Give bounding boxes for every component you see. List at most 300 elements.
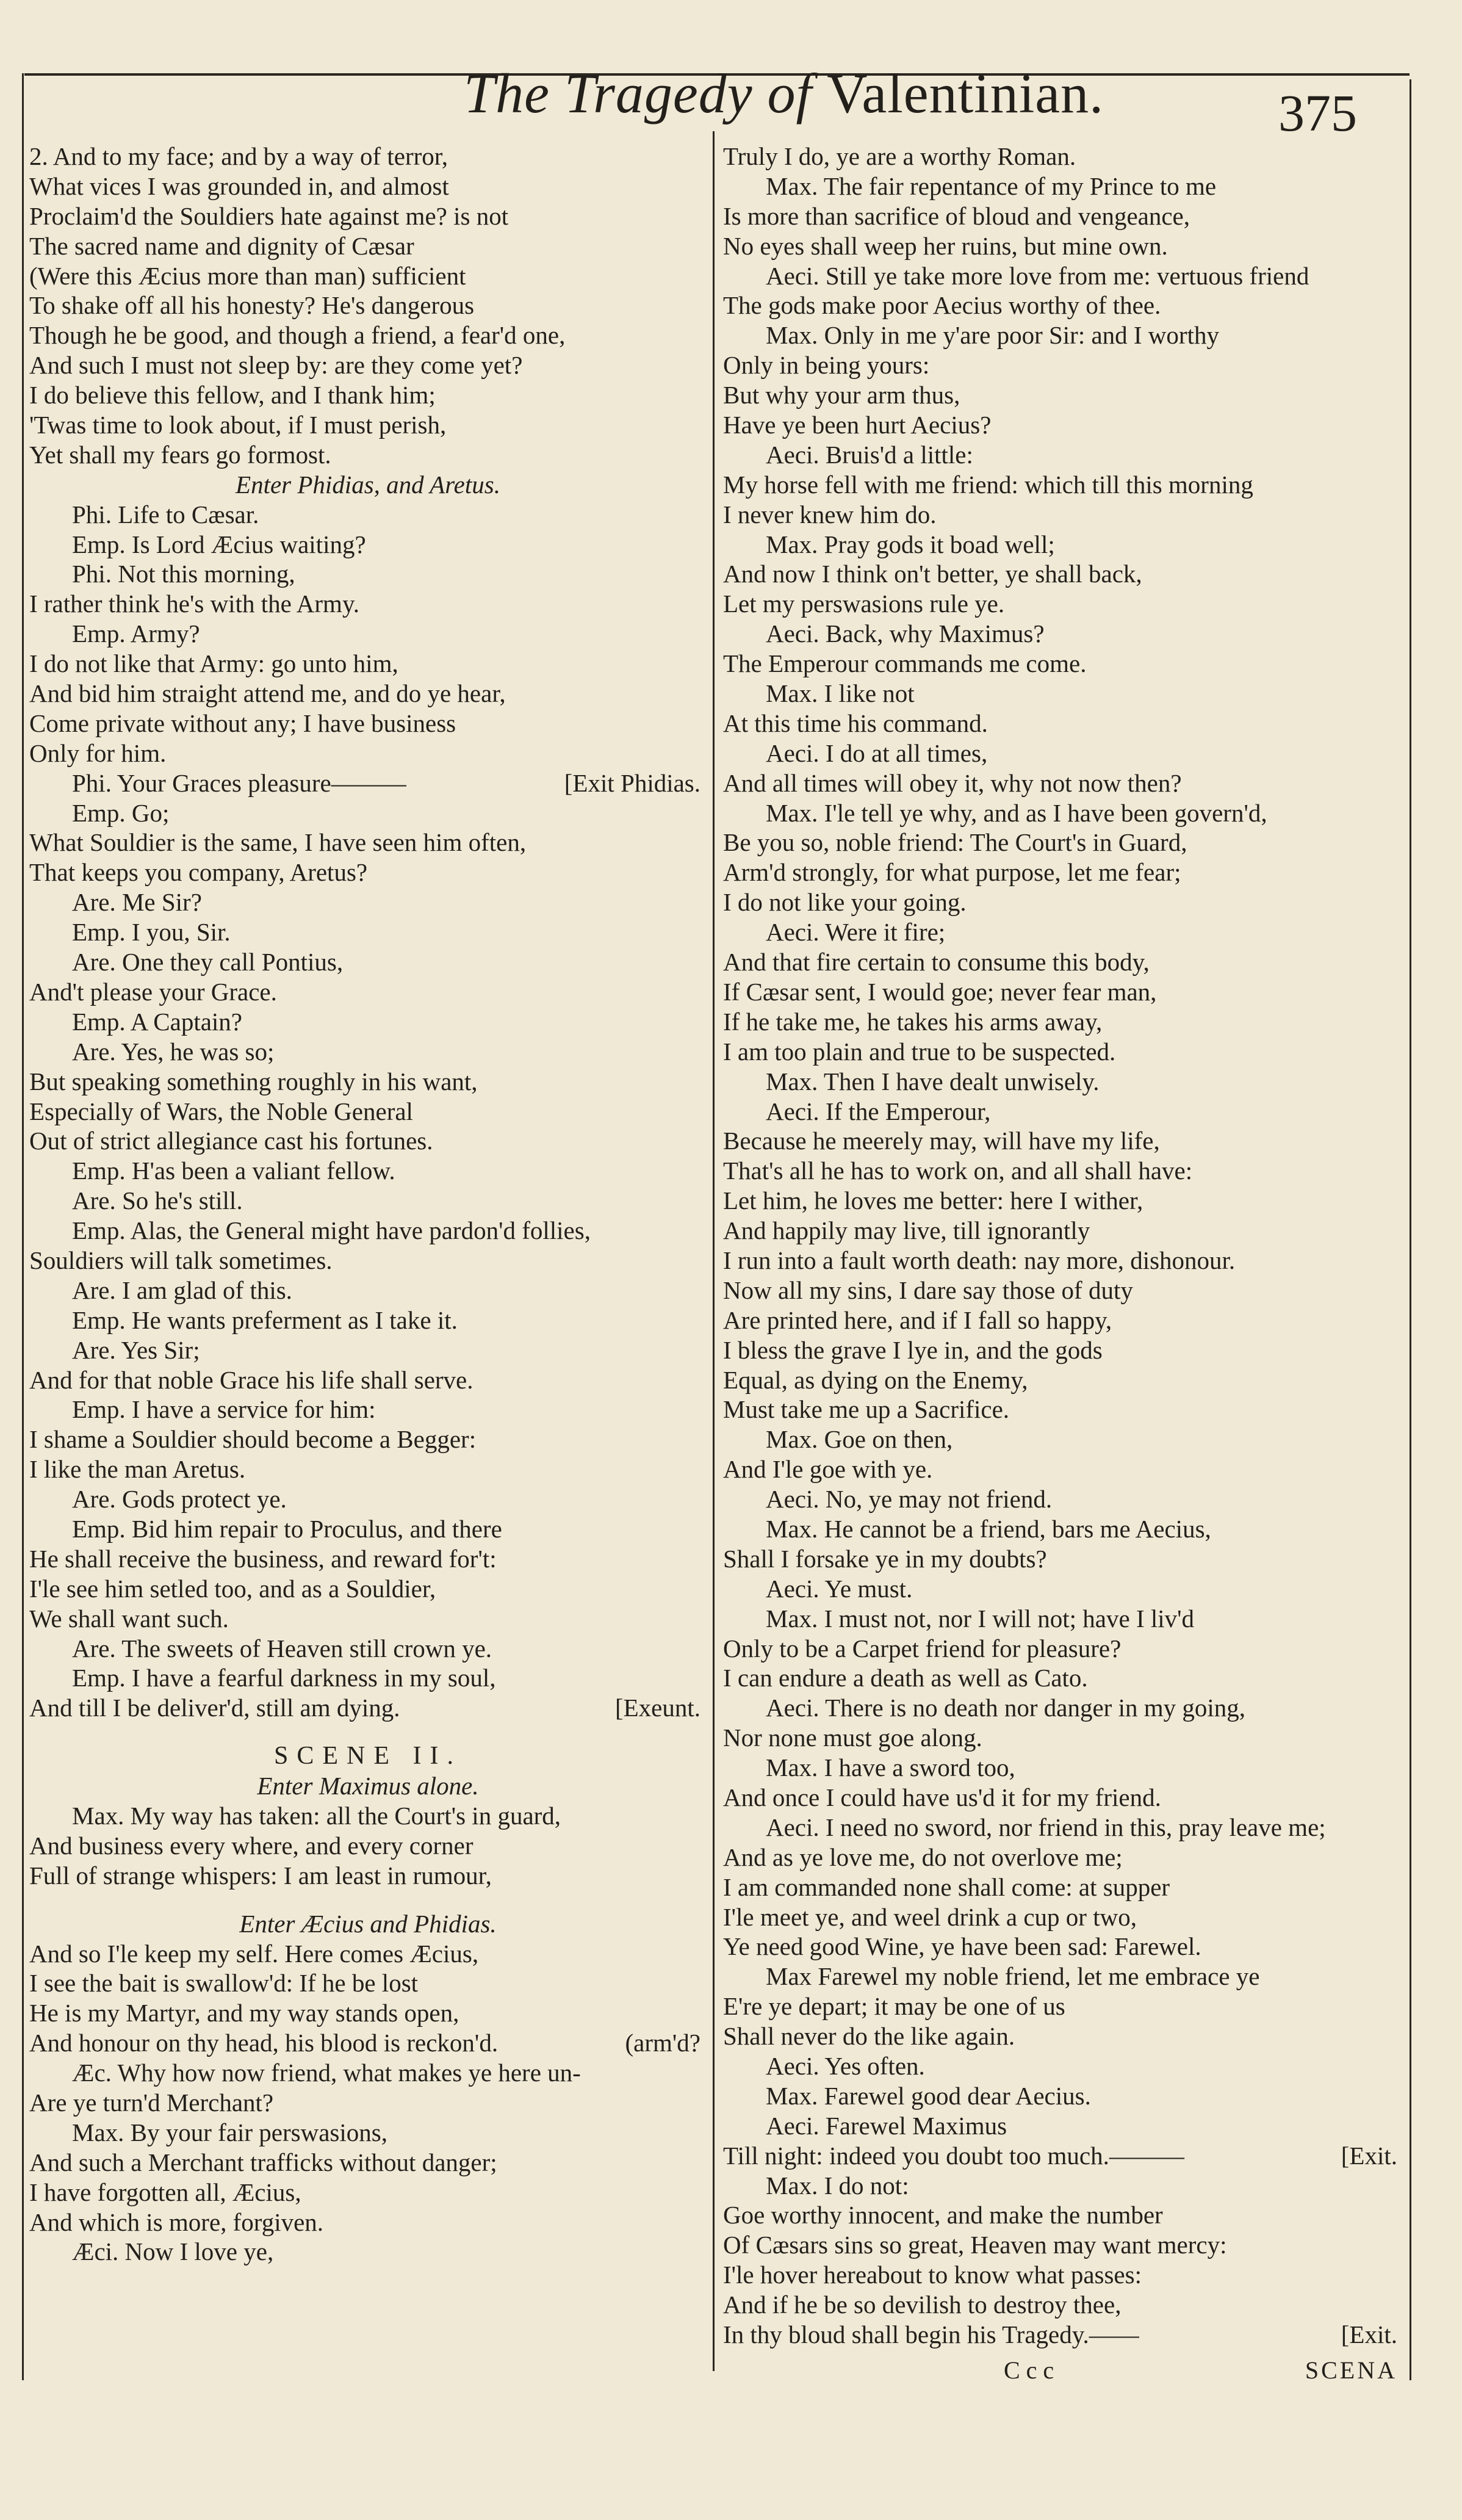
stage-direction: [Exeunt. [614,1694,700,1722]
line-text: Max Farewel my noble friend, let me embrace ye [766,1962,1260,1991]
stage-direction: (arm'd? [625,2029,700,2057]
left-border-rule [22,73,24,2380]
page-footer [723,2356,1403,2386]
text-line [723,320,1403,350]
text-line [723,1335,1403,1365]
title-name: Valentinian. [827,62,1104,125]
line-text: I like the man Aretus. [29,1455,246,1484]
line-text: I'le hover hereabout to know what passes: [723,2261,1142,2289]
text-line [723,2051,1403,2081]
column-divider [713,131,715,2371]
text-line [29,1246,707,1276]
line-text: Aeci. Farewel Maximus [766,2111,1007,2140]
text-line [29,857,707,887]
text-line [29,320,707,350]
text-line [29,1544,707,1574]
text-line [723,798,1403,828]
line-text: My horse fell with me friend: which till this morning [723,470,1253,499]
text-line [723,2141,1403,2171]
text-line [723,2081,1403,2111]
text-line [723,201,1403,231]
text-line [29,1216,707,1246]
line-text: Aeci. Still ye take more love from me: vertuous friend [766,261,1309,290]
line-text: Max. Only in me y'are poor Sir: and I worthy [766,321,1219,350]
line-gap [29,1723,707,1741]
text-line [29,350,707,380]
text-line [723,1037,1403,1067]
line-text: Only to be a Carpet friend for pleasure? [723,1634,1122,1663]
line-text: Shall never do the like again. [723,2022,1015,2051]
text-line [723,2171,1403,2201]
text-line [29,798,707,828]
line-text: SCENE II. [274,1742,462,1771]
line-text: And now I think on't better, ye shall back, [723,560,1142,588]
text-line [29,2208,707,2237]
text-line [29,947,707,977]
stage-direction: [Exit Phidias. [564,768,700,797]
text-line [29,917,707,947]
text-line [723,1186,1403,1216]
text-line [29,1939,707,1969]
line-text: I'le meet ye, and weel drink a cup or two, [723,1902,1137,1931]
line-text: Emp. Bid him repair to Proculus, and there [72,1514,502,1543]
text-line [723,171,1403,201]
text-line [723,1424,1403,1454]
line-text: Because he meerely may, will have my life, [723,1127,1160,1155]
line-text: And so I'le keep my self. Here comes Æcius, [29,1939,479,1968]
text-line [723,1693,1403,1723]
text-line [29,1634,707,1664]
line-text: Æc. Why how now friend, what makes ye here un- [72,2059,581,2087]
line-text: Is more than sacrifice of bloud and vengeance, [723,201,1190,230]
text-line [723,1276,1403,1305]
text-line [29,2088,707,2118]
line-text: Æci. Now I love ye, [72,2237,274,2266]
text-line [723,1902,1403,1932]
text-line [29,2148,707,2178]
text-line [723,828,1403,857]
line-text: Max. Goe on then, [766,1425,953,1454]
line-text: Emp. I have a fearful darkness in my soul, [72,1664,496,1692]
text-line [723,2320,1403,2350]
text-line [29,1484,707,1514]
title-prefix: The Tragedy of [464,62,827,125]
text-line [29,1424,707,1454]
line-text: At this time his command. [723,709,988,737]
text-line [723,350,1403,380]
line-text: He shall receive the business, and reward for't: [29,1544,497,1573]
line-text: The sacred name and dignity of Cæsar [29,231,414,260]
line-text: Truly I do, ye are a worthy Roman. [723,142,1076,170]
line-text: 'Twas time to look about, if I must perish, [29,411,447,439]
text-line [29,440,707,470]
right-border-rule [1410,79,1411,2380]
text-line [723,1454,1403,1484]
line-gap [29,1891,707,1909]
line-text: Are printed here, and if I fall so happy, [723,1305,1112,1334]
line-text: We shall want such. [29,1604,229,1633]
text-line [29,828,707,857]
line-text: And such a Merchant trafficks without danger; [29,2148,497,2176]
line-text: 2. And to my face; and by a way of terror, [29,142,448,170]
line-text: Are. One they call Pontius, [72,948,344,977]
text-line [723,679,1403,709]
line-text: Come private without any; I have business [29,709,456,737]
line-text: I never knew him do. [723,500,937,529]
text-line [29,2118,707,2148]
line-text: Are. Gods protect ye. [72,1485,287,1514]
text-line [29,1454,707,1484]
stage-direction: [Exit. [1341,2320,1397,2349]
line-text: Goe worthy innocent, and make the number [723,2201,1163,2229]
text-line [723,1604,1403,1634]
line-text: Aeci. I need no sword, nor friend in this, pray leave me; [766,1813,1326,1841]
line-text: I bless the grave I lye in, and the gods [723,1335,1103,1364]
line-text: I do not like your going. [723,888,967,917]
line-text: (Were this Æcius more than man) sufficient [29,261,466,290]
line-text: And if he be so devilish to destroy thee, [723,2291,1122,2319]
line-text: Of Cæsars sins so great, Heaven may want mercy: [723,2231,1227,2259]
line-text: Are. I am glad of this. [72,1276,292,1304]
line-text: Arm'd strongly, for what purpose, let me fear; [723,858,1181,887]
text-line [723,738,1403,768]
line-text: But why your arm thus, [723,381,960,410]
text-line [723,1991,1403,2021]
text-line [723,1484,1403,1514]
text-line [723,649,1403,679]
line-text: Emp. He wants preferment as I take it. [72,1305,458,1334]
text-line [29,530,707,560]
line-text: Emp. Alas, the General might have pardon'd follies, [72,1216,591,1245]
line-text: Max. My way has taken: all the Court's in guard, [72,1801,561,1830]
text-line [723,977,1403,1007]
line-text: Emp. Is Lord Æcius waiting? [72,530,366,558]
line-text: And honour on thy head, his blood is reckon'd. [29,2029,499,2057]
line-text: To shake off all his honesty? He's dangerous [29,291,475,320]
line-text: If he take me, he takes his arms away, [723,1007,1103,1036]
line-text: Aeci. Back, why Maximus? [766,619,1045,648]
line-text: Max. I must not, nor I will not; have I liv'd [766,1604,1195,1633]
line-text: Max. He cannot be a friend, bars me Aecius, [766,1514,1211,1543]
line-text: Emp. Go; [72,798,170,827]
line-text: Let my perswasions rule ye. [723,590,1005,618]
text-line [29,1514,707,1544]
line-text: E're ye depart; it may be one of us [723,1992,1065,2021]
line-text: Out of strict allegiance cast his fortunes. [29,1127,433,1155]
line-text: Emp. A Captain? [72,1007,242,1036]
text-line [723,410,1403,440]
line-text: And that fire certain to consume this body, [723,948,1150,977]
line-text: What Souldier is the same, I have seen him often, [29,828,527,857]
text-line [29,261,707,291]
text-line [723,1544,1403,1574]
line-text: Ye need good Wine, ye have been sad: Farewel. [723,1932,1201,1961]
line-text: If Cæsar sent, I would goe; never fear man, [723,977,1157,1006]
line-text: That's all he has to work on, and all shall have: [723,1157,1193,1185]
line-text: I am too plain and true to be suspected. [723,1037,1116,1066]
line-text: Max. Then I have dealt unwisely. [766,1067,1100,1096]
text-line [723,768,1403,798]
line-text: Now all my sins, I dare say those of duty [723,1276,1133,1304]
line-text: Max. By your fair perswasions, [72,2118,387,2146]
text-line [723,1365,1403,1395]
text-line [29,559,707,589]
line-text: Must take me up a Sacrifice. [723,1395,1010,1424]
stage-direction: [Exit. [1341,2141,1397,2170]
line-text: Aeci. Were it fire; [766,918,946,947]
text-line [29,291,707,320]
text-line [723,1156,1403,1186]
text-line [29,619,707,649]
text-line [29,1335,707,1365]
line-text: Shall I forsake ye in my doubts? [723,1544,1047,1573]
text-line [723,1932,1403,1962]
line-text: And all times will obey it, why not now then? [723,768,1182,797]
line-text: And business every where, and every corner [29,1831,474,1860]
text-line [29,679,707,709]
text-line [29,2028,707,2058]
text-line [29,231,707,261]
line-text: Max. I have a sword too, [766,1753,1015,1782]
text-line [29,500,707,530]
line-text: Have ye been hurt Aecius? [723,411,992,439]
line-text: Emp. I you, Sir. [72,918,231,947]
text-line [723,231,1403,261]
text-line [29,1365,707,1395]
text-line [29,2058,707,2088]
line-text: In thy bloud shall begin his Tragedy.—— [723,2320,1139,2349]
text-line [723,559,1403,589]
text-line [723,589,1403,619]
text-line [723,440,1403,470]
line-text: And once I could have us'd it for my friend. [723,1783,1161,1811]
line-text: Aeci. Yes often. [766,2052,925,2080]
text-line [723,470,1403,500]
text-line [723,2260,1403,2290]
line-text: And bid him straight attend me, and do ye hear, [29,679,506,708]
text-line [723,500,1403,530]
text-line [723,1097,1403,1127]
line-text: I see the bait is swallow'd: If he be lost [29,1969,419,1998]
line-text: Are. So he's still. [72,1186,243,1215]
right-text-column [723,142,1403,2350]
text-line [723,1067,1403,1097]
line-text: Are. Yes, he was so; [72,1037,275,1066]
text-line [29,977,707,1007]
text-line [723,2111,1403,2141]
text-line [723,1634,1403,1664]
text-line [723,1246,1403,1276]
line-text: And I'le goe with ye. [723,1455,933,1484]
line-text: And happily may live, till ignorantly [723,1216,1090,1245]
text-line [29,1693,707,1723]
line-text: I have forgotten all, Æcius, [29,2178,301,2206]
text-line [723,1962,1403,1991]
line-text: Emp. Army? [72,619,200,648]
text-line [29,1801,707,1831]
line-text: I shame a Souldier should become a Begger: [29,1425,477,1454]
line-text: Aeci. No, ye may not friend. [766,1485,1053,1514]
text-line [29,1007,707,1037]
line-text: Aeci. There is no death nor danger in my going, [766,1694,1246,1722]
text-line [29,470,707,500]
text-line [723,380,1403,410]
text-line [29,887,707,917]
line-text: Phi. Your Graces pleasure——— [72,768,406,797]
line-text: Max. I do not: [766,2171,909,2200]
text-line [723,2230,1403,2260]
line-text: Enter Phidias, and Aretus. [236,470,500,499]
text-line [29,1305,707,1335]
text-line [723,709,1403,738]
signature-mark: Ccc [1004,2356,1060,2384]
line-text: Emp. I have a service for him: [72,1395,376,1424]
line-text: Are. The sweets of Heaven still crown ye. [72,1634,492,1663]
line-text: I do believe this fellow, and I thank him; [29,381,436,410]
line-text: Aeci. Ye must. [766,1574,913,1603]
text-line [29,1771,707,1801]
line-text: Max. Farewel good dear Aecius. [766,2081,1091,2110]
line-text: I rather think he's with the Army. [29,590,360,618]
line-text: Proclaim'd the Souldiers hate against me? is not [29,201,509,230]
text-line [29,1156,707,1186]
text-line [29,1604,707,1634]
line-text: And for that noble Grace his life shall serve. [29,1365,474,1394]
line-text: And till I be deliver'd, still am dying. [29,1694,400,1722]
text-line [723,917,1403,947]
text-line [723,1783,1403,1813]
line-text: What vices I was grounded in, and almost [29,171,449,200]
line-text: Souldiers will talk sometimes. [29,1246,333,1274]
text-line [29,768,707,798]
text-line [29,1968,707,1998]
line-text: The gods make poor Aecius worthy of thee. [723,291,1161,320]
line-text: Phi. Life to Cæsar. [72,500,259,529]
text-line [29,1998,707,2028]
text-line [723,1574,1403,1604]
text-line [723,261,1403,291]
line-text: Are ye turn'd Merchant? [29,2089,274,2117]
line-text: Let him, he loves me better: here I wither, [723,1186,1143,1215]
text-line [723,2200,1403,2230]
text-line [29,1097,707,1127]
line-text: Max. The fair repentance of my Prince to me [766,171,1217,200]
line-text: Be you so, noble friend: The Court's in Guard, [723,828,1187,857]
text-line [723,1843,1403,1872]
text-line [723,1872,1403,1902]
text-line [29,1395,707,1424]
text-line [29,142,707,171]
text-line [29,1067,707,1097]
line-text: Enter Maximus alone. [257,1772,479,1800]
line-text: Only in being yours: [723,351,930,380]
text-line [723,1305,1403,1335]
text-line [723,857,1403,887]
text-line [723,291,1403,320]
catchword: SCENA [1305,2356,1397,2384]
line-text: I am commanded none shall come: at supper [723,1872,1170,1901]
text-line [29,1831,707,1861]
line-text: I do not like that Army: go unto him, [29,649,398,678]
line-text: Max. Pray gods it boad well; [766,530,1055,558]
line-text: Though he be good, and though a friend, a fear'd one, [29,321,566,350]
text-line [29,709,707,738]
line-text: Phi. Not this morning, [72,560,295,588]
page-number: 375 [1278,84,1357,142]
text-line [723,887,1403,917]
text-line [29,738,707,768]
line-text: Are. Me Sir? [72,888,202,917]
line-text: Are. Yes Sir; [72,1335,200,1364]
running-header [24,61,1410,140]
line-text: Only for him. [29,738,167,767]
text-line [29,410,707,440]
line-text: Emp. H'as been a valiant fellow. [72,1157,395,1185]
line-text: Full of strange whispers: I am least in rumour, [29,1861,492,1890]
text-line [723,1813,1403,1843]
line-text: No eyes shall weep her ruins, but mine own. [723,231,1168,260]
text-line [29,1037,707,1067]
line-text: Max. I'le tell ye why, and as I have been govern'd, [766,798,1267,827]
line-text: Till night: indeed you doubt too much.——— [723,2141,1184,2170]
line-text: And such I must not sleep by: are they come yet? [29,351,523,380]
line-text: Yet shall my fears go formost. [29,440,331,469]
line-text: The Emperour commands me come. [723,649,1087,678]
text-line [29,2178,707,2208]
line-text: Aeci. If the Emperour, [766,1097,991,1125]
line-text: I can endure a death as well as Cato. [723,1664,1088,1692]
text-line [723,1216,1403,1246]
left-text-column [29,142,707,2267]
text-line [723,947,1403,977]
text-line [29,1741,707,1771]
text-line [723,1126,1403,1156]
line-text: And't please your Grace. [29,977,277,1006]
line-text: I run into a fault worth death: nay more, dishonour. [723,1246,1236,1274]
text-line [723,1663,1403,1693]
text-line [29,1574,707,1604]
line-text: I'le see him setled too, and as a Souldier, [29,1574,436,1603]
text-line [723,1723,1403,1753]
line-text: And which is more, forgiven. [29,2208,324,2236]
line-text: Nor none must goe along. [723,1724,982,1752]
text-line [29,1861,707,1891]
line-text: He is my Martyr, and my way stands open, [29,1999,459,2027]
text-line [29,589,707,619]
text-line [723,1514,1403,1544]
text-line [29,1186,707,1216]
line-text: And as ye love me, do not overlove me; [723,1843,1123,1871]
text-line [723,2021,1403,2051]
text-line [29,380,707,410]
running-title [464,61,1104,126]
text-line [723,619,1403,649]
text-line [723,530,1403,560]
line-text: Max. I like not [766,679,915,708]
text-line [723,1395,1403,1424]
text-line [29,201,707,231]
text-line [29,2237,707,2267]
text-line [723,1007,1403,1037]
line-text: Especially of Wars, the Noble General [29,1097,413,1125]
text-line [29,1663,707,1693]
text-line [723,2290,1403,2320]
line-text: But speaking something roughly in his want, [29,1067,478,1096]
text-line [723,142,1403,171]
text-line [29,171,707,201]
text-line [29,1126,707,1156]
text-line [29,649,707,679]
